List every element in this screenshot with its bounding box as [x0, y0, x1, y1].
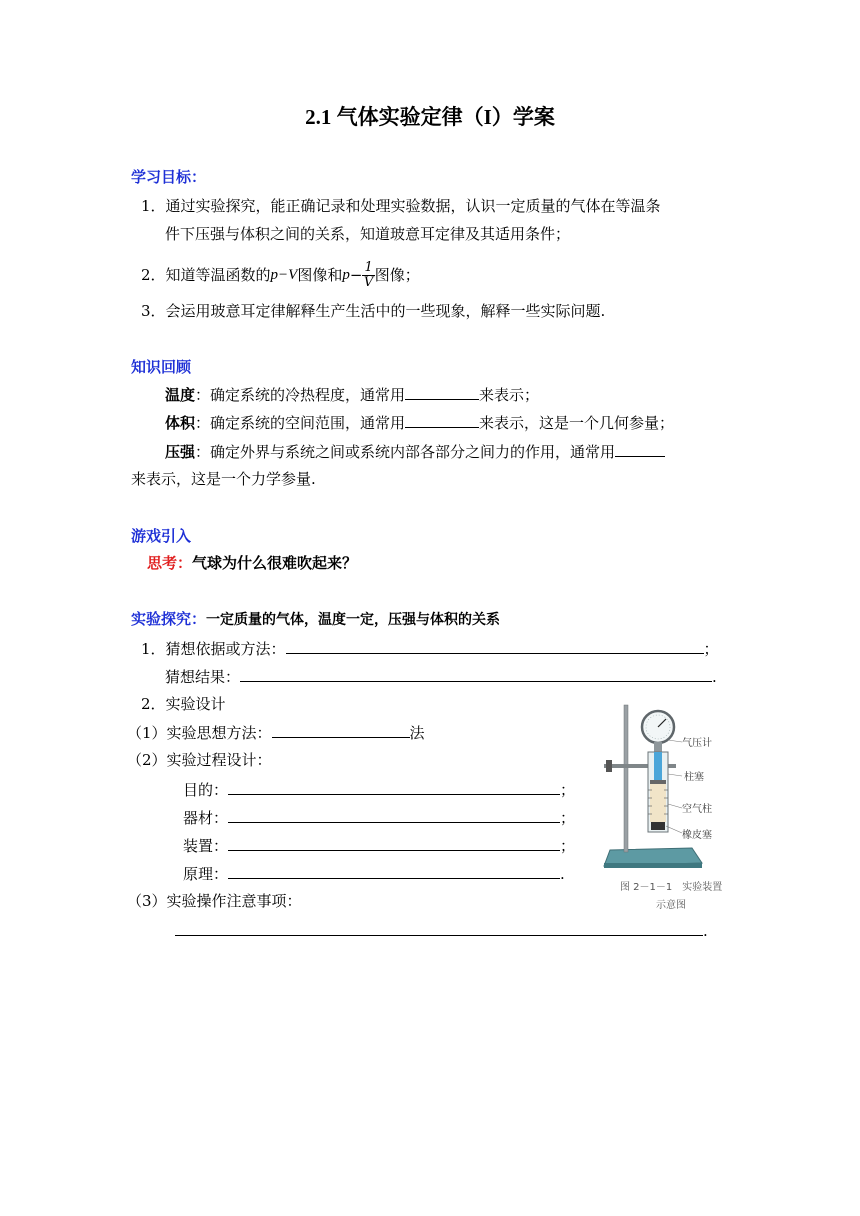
experiment-heading-row: [131, 609, 500, 630]
guess-basis-label: 1．猜想依据或方法：: [141, 640, 286, 658]
goal-item-1-line2: 件下压强与体积之间的关系，知道玻意耳定律及其适用条件；: [165, 225, 571, 243]
goal-item-1-line1: 1．通过实验探究，能正确记录和处理实验数据，认识一定质量的气体在等温条: [141, 197, 661, 215]
method-tail: 法: [409, 724, 425, 742]
notes-row: [175, 920, 708, 941]
goal-item-2-dash: −: [349, 266, 363, 284]
device-end: ；: [560, 837, 576, 855]
temperature-text: ：确定系统的冷热程度，通常用: [195, 386, 406, 404]
volume-text: ：确定系统的空间范围，通常用: [195, 414, 406, 432]
apparatus-figure: [596, 700, 736, 920]
principle-label: 原理：: [183, 865, 229, 883]
goal-item-2-pv: p−V: [270, 267, 298, 283]
pressure-blank[interactable]: [615, 441, 665, 457]
device-row: [183, 835, 575, 856]
method-blank[interactable]: [272, 722, 410, 738]
label-air-column: 空气柱: [682, 804, 712, 815]
purpose-label: 目的：: [183, 781, 229, 799]
guess-result-end: .: [712, 668, 717, 686]
process-heading: （2）实验过程设计：: [127, 751, 272, 769]
design-heading: 2．实验设计: [141, 695, 226, 713]
plunger: [654, 752, 662, 782]
notes-end: .: [703, 922, 708, 940]
goal-item-2-mid: 图像和: [297, 266, 343, 284]
temperature-blank[interactable]: [405, 384, 479, 400]
guess-basis-row: [141, 638, 719, 659]
goal-item-2-pre: 2．知道等温函数的: [141, 266, 271, 284]
temperature-tail: 来表示；: [479, 386, 540, 404]
goal-item-2: [141, 258, 420, 292]
fraction-1-over-v: [362, 261, 374, 290]
clamp-knob: [606, 760, 612, 772]
review-temperature: [165, 384, 539, 405]
pressure-label: 压强: [165, 443, 196, 461]
label-gauge: 气压计: [682, 738, 712, 749]
stand-base-front: [604, 863, 702, 868]
temperature-label: 温度: [165, 386, 196, 404]
device-label: 装置：: [183, 837, 229, 855]
rubber-stopper: [651, 822, 665, 830]
principle-blank[interactable]: [228, 863, 560, 879]
gauge-stem: [654, 742, 662, 752]
figure-caption-line2: 示意图: [656, 900, 686, 911]
goal-item-2-p: p: [342, 267, 350, 283]
stand-rod: [624, 705, 628, 852]
purpose-blank[interactable]: [228, 779, 560, 795]
goal-item-3: 3．会运用玻意耳定律解释生产生活中的一些现象，解释一些实际问题.: [141, 302, 606, 320]
intro-think: [147, 553, 357, 573]
review-volume: [165, 412, 674, 433]
principle-row: [183, 863, 565, 884]
intro-heading: 游戏引入: [131, 527, 192, 545]
equipment-label: 器材：: [183, 809, 229, 827]
volume-blank[interactable]: [405, 412, 479, 428]
notes-heading: （3）实验操作注意事项：: [127, 892, 302, 910]
fraction-denominator: V: [363, 274, 374, 290]
think-question: 气球为什么很难吹起来？: [192, 554, 358, 572]
label-rubber-stopper: 橡皮塞: [682, 830, 712, 841]
guess-result-row: [165, 666, 717, 687]
pressure-text: ：确定外界与系统之间或系统内部各部分之间力的作用，通常用: [195, 443, 616, 461]
experiment-heading: 实验探究：: [131, 610, 207, 628]
equipment-end: ；: [560, 809, 576, 827]
method-row: [127, 722, 425, 743]
goals-heading: 学习目标：: [131, 168, 207, 186]
air-column: [650, 784, 666, 822]
volume-label: 体积: [165, 414, 196, 432]
page-title: 2.1 气体实验定律（I）学案: [305, 105, 555, 129]
review-pressure-line2: 来表示，这是一个力学参量.: [131, 470, 316, 488]
plunger-head: [650, 780, 666, 784]
think-label: 思考：: [147, 554, 193, 572]
principle-end: .: [560, 865, 565, 883]
figure-caption-line1: 图 2－1－1 实验装置: [620, 882, 723, 893]
guess-basis-end: ；: [703, 640, 719, 658]
purpose-row: [183, 779, 575, 800]
label-plunger: 柱塞: [684, 772, 704, 783]
volume-tail: 来表示，这是一个几何参量；: [479, 414, 675, 432]
equipment-row: [183, 807, 575, 828]
goal-item-2-post: 图像；: [374, 266, 420, 284]
equipment-blank[interactable]: [228, 807, 560, 823]
guess-result-blank[interactable]: [240, 666, 712, 682]
purpose-end: ；: [560, 781, 576, 799]
review-heading: 知识回顾: [131, 358, 192, 376]
fraction-numerator: 1: [364, 259, 373, 275]
review-pressure: [165, 441, 665, 462]
guess-basis-blank[interactable]: [286, 638, 704, 654]
experiment-heading-text: 一定质量的气体，温度一定，压强与体积的关系: [206, 612, 501, 628]
method-label: （1）实验思想方法：: [127, 724, 272, 742]
notes-blank[interactable]: [175, 920, 703, 936]
guess-result-label: 猜想结果：: [165, 668, 241, 686]
device-blank[interactable]: [228, 835, 560, 851]
